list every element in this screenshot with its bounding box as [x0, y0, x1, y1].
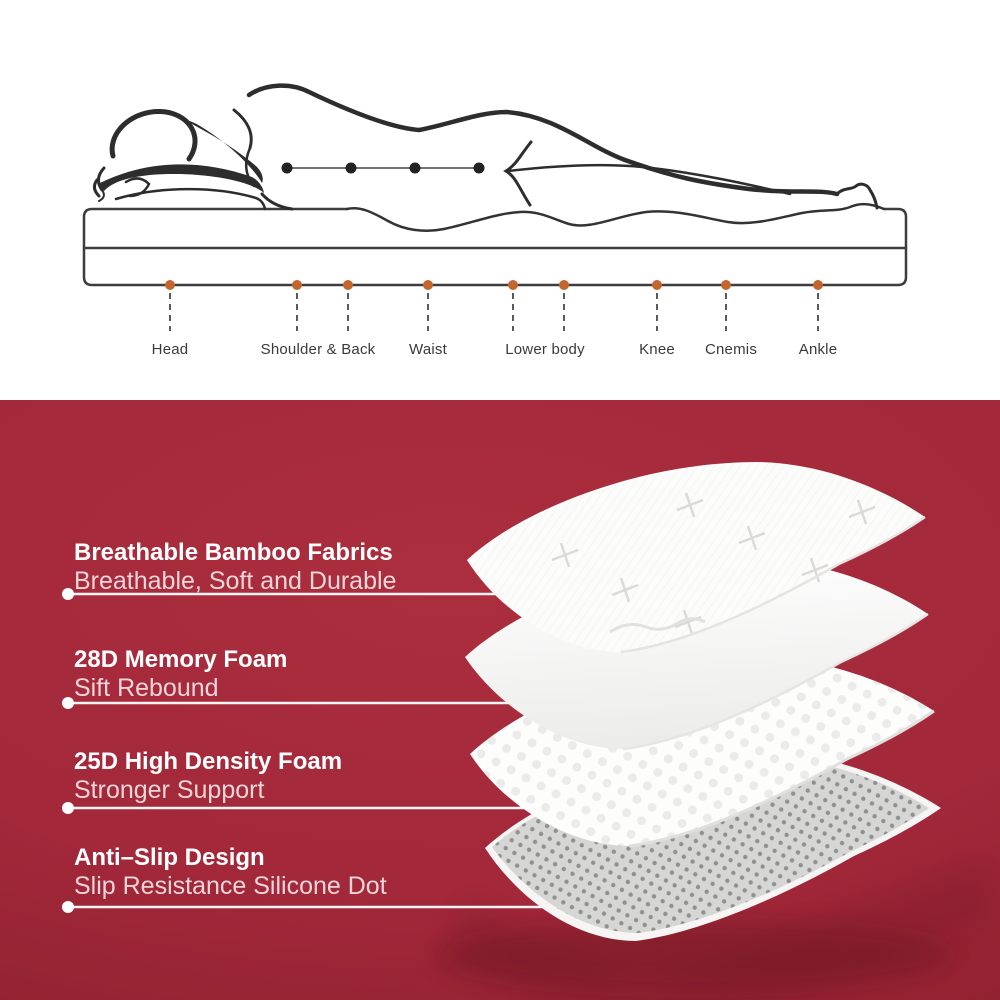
- sleeper-on-mattress-illustration: [0, 0, 1000, 400]
- feature-subtitle: Breathable, Soft and Durable: [74, 567, 397, 595]
- pressure-label-lower-body: Lower body: [505, 341, 585, 358]
- hip-crease: [506, 142, 531, 205]
- spine-alignment-dots: [282, 163, 485, 174]
- leader-dots: [62, 588, 74, 913]
- pressure-label-head: Head: [151, 341, 189, 358]
- feature-subtitle: Sift Rebound: [74, 674, 219, 702]
- feature-memory-foam: [74, 647, 287, 702]
- feature-subtitle: Slip Resistance Silicone Dot: [74, 872, 387, 900]
- neck-fold: [234, 110, 251, 148]
- mattress-top-wave: [347, 204, 884, 231]
- feature-title: 28D Memory Foam: [74, 646, 288, 673]
- pressure-label-knee: Knee: [639, 341, 675, 358]
- pressure-points-section: [0, 0, 1000, 400]
- chest-bottom: [262, 194, 292, 209]
- sleeper-figure: [94, 86, 877, 209]
- underarm-line: [116, 189, 265, 209]
- layers-section: [0, 400, 1000, 1000]
- feature-title: Breathable Bamboo Fabrics: [74, 539, 393, 566]
- pressure-point-markers: [165, 280, 823, 331]
- pressure-label-ankle: Ankle: [798, 341, 838, 358]
- feature-title: Anti–Slip Design: [74, 844, 265, 871]
- head-outline: [112, 111, 195, 159]
- feature-subtitle: Stronger Support: [74, 776, 265, 804]
- mattress-outline: [84, 209, 906, 285]
- pressure-label-cnemis: Cnemis: [704, 341, 758, 358]
- feature-title: 25D High Density Foam: [74, 748, 343, 775]
- pressure-label-shoulder-back: Shoulder & Back: [260, 341, 376, 358]
- feature-bamboo-fabrics: [74, 540, 396, 595]
- feature-high-density-foam: [74, 749, 342, 804]
- feature-anti-slip: [74, 845, 387, 900]
- back-silhouette: [249, 86, 837, 194]
- pressure-label-waist: Waist: [409, 341, 447, 358]
